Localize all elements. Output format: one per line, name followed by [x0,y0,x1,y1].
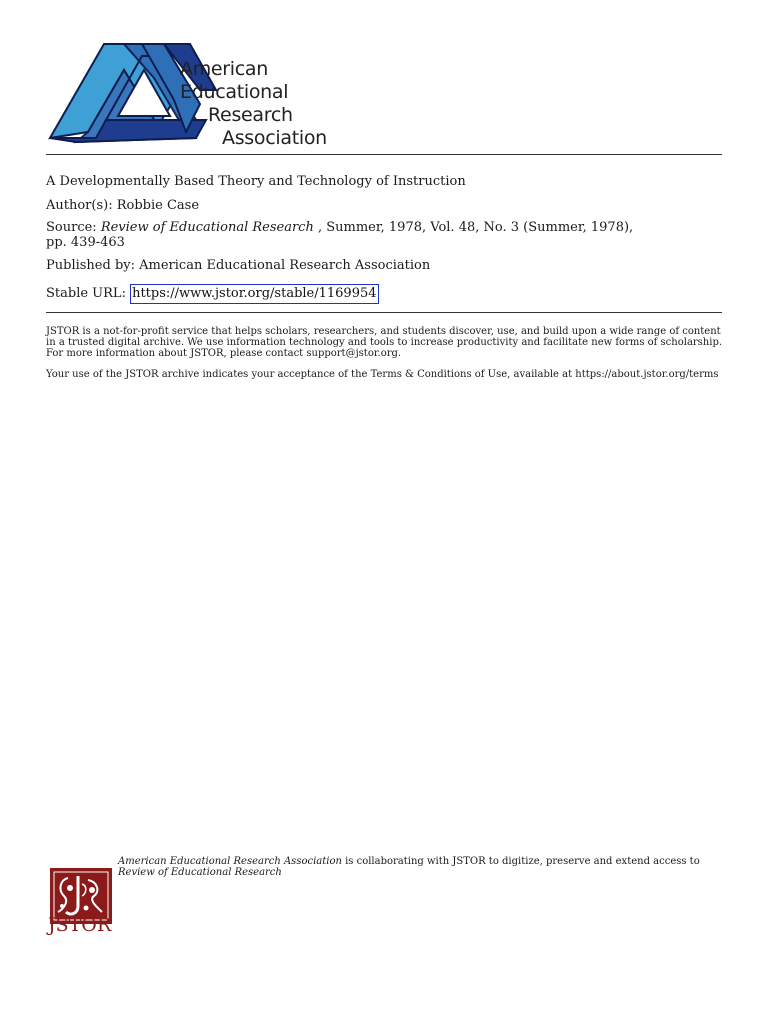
source-pages: pp. 439-463 [46,235,125,250]
source-line [46,220,722,250]
author-name: Robbie Case [116,198,200,213]
aera-logo-wordmark [180,58,327,150]
publisher-label: Published by: [46,258,140,273]
stable-url-label: Stable URL: [46,286,131,301]
terms-notice: Your use of the JSTOR archive indicates your acceptance of the Terms & Conditions of Use, available at https://about.jstor.org/terms [46,369,719,380]
source-journal: Review of Educational Research [100,220,314,235]
logo-line-research: Research [208,104,293,126]
top-divider [46,154,722,155]
stable-url-link[interactable]: https://www.jstor.org/stable/1169954 [130,284,378,304]
jstor-wordmark: JSTOR [48,914,112,936]
author-line [46,198,722,213]
logo-line-association: Association [222,127,327,149]
collaboration-notice [118,856,718,878]
source-label: Source: [46,220,101,235]
collab-journal: Review of Educational Research [118,867,282,878]
publisher-name: American Educational Research Association [139,258,431,273]
author-label: Author(s): [46,198,117,213]
collab-org: American Educational Research Association [118,856,342,867]
logo-line-educational: Educational [180,81,289,103]
publisher-line [46,258,722,273]
article-title: A Developmentally Based Theory and Technology of Instruction [46,174,466,189]
source-details: , Summer, 1978, Vol. 48, No. 3 (Summer, 1978), [313,220,634,235]
collab-text: is collaborating with JSTOR to digitize, preserve and extend access to [341,856,700,867]
stable-url-line [46,284,722,304]
logo-line-american: American [180,58,269,80]
middle-divider [46,312,722,313]
jstor-intro-notice: JSTOR is a not-for-profit service that helps scholars, researchers, and students discover, use, and build upon a wide range of content in a trusted digital archive. We use information technology and tools to increase productivity and facilitate new forms of scholarship. For more information about JSTOR, please contact support@jstor.org. [46,326,723,359]
